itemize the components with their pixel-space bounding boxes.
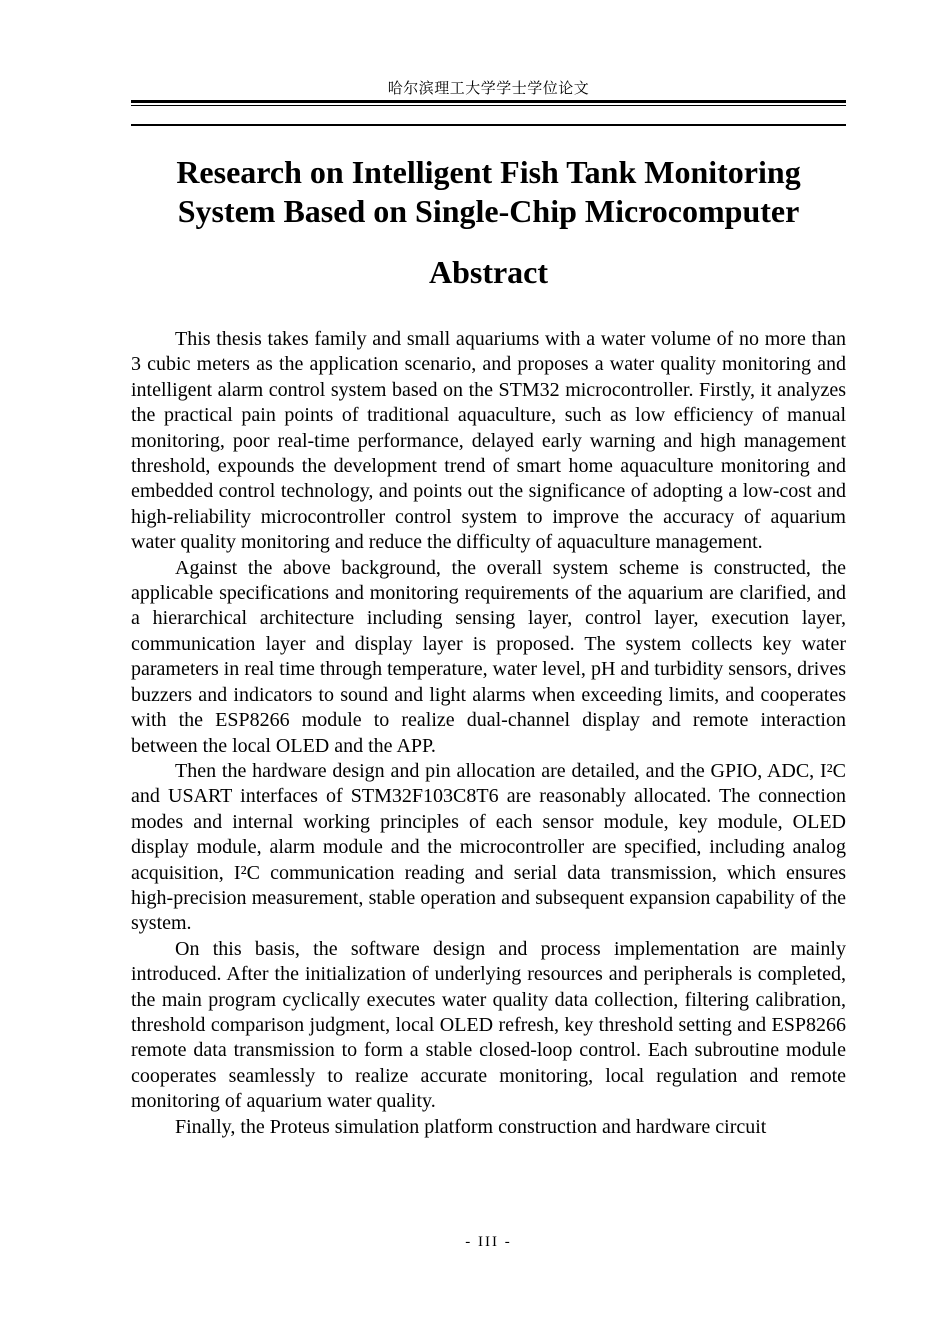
abstract-paragraph-3: Then the hardware design and pin allocation are detailed, and the GPIO, ADC, I²C and USART interfaces of STM32F103C8T6 are reasonably allocated. The connection modes and internal working principles of each sensor module, key module, OLED display module, alarm module and the microcontroller are specified, including analog acquisition, I²C communication reading and serial data transmission, which ensures high-precision measurement, stable operation and subsequent expansion capability of the system. — [131, 759, 846, 935]
thesis-title-line-2: System Based on Single-Chip Microcomputer — [177, 193, 800, 229]
abstract-paragraph-2: Against the above background, the overall system scheme is constructed, the applicable specifications and monitoring requirements of the aquarium are clarified, and a hierarchical architecture including sensing layer, control layer, execution layer, communication layer and display layer is proposed. The system collects key water parameters in real time through temperature, water level, pH and turbidity sensors, drives buzzers and indicators to sound and light alarms when exceeding limits, and cooperates with the ESP8266 module to realize dual-channel display and remote interaction between the local OLED and the APP. — [131, 556, 846, 757]
running-header: 哈尔滨理工大学学士学位论文 — [387, 79, 590, 97]
thesis-title — [131, 153, 846, 231]
abstract-paragraph-5: Finally, the Proteus simulation platform construction and hardware circuit — [175, 1115, 767, 1138]
abstract-paragraph-4: On this basis, the software design and process implementation are mainly introduced. After the initialization of underlying resources and peripherals is completed, the main program cyclically executes water quality data collection, filtering calibration, threshold comparison judgment, local OLED refresh, key threshold setting and ESP8266 remote data transmission to form a stable closed-loop control. Each subroutine module cooperates seamlessly to realize accurate monitoring, local regulation and remote monitoring of aquarium water quality. — [131, 937, 846, 1113]
abstract-heading: Abstract — [428, 254, 549, 290]
header-rule-thin — [131, 105, 846, 106]
page-number: - III - — [465, 1234, 512, 1250]
abstract-paragraph-1: This thesis takes family and small aquariums with a water volume of no more than 3 cubic meters as the application scenario, and proposes a water quality monitoring and intelligent alarm control system based on the STM32 microcontroller. Firstly, it analyzes the practical pain points of traditional aquaculture, such as low efficiency of manual monitoring, poor real-time performance, delayed early warning and high management threshold, expounds the development trend of smart home aquaculture monitoring and embedded control technology, and points out the significance of adopting a low-cost and high-reliability microcontroller control system to improve the accuracy of aquarium water quality monitoring and reduce the difficulty of aquaculture management. — [131, 328, 846, 554]
header-rule-thick — [131, 100, 846, 103]
abstract-body — [131, 327, 846, 1140]
header-rule-lower — [131, 124, 846, 126]
thesis-title-line-1: Research on Intelligent Fish Tank Monitoring — [176, 154, 801, 190]
